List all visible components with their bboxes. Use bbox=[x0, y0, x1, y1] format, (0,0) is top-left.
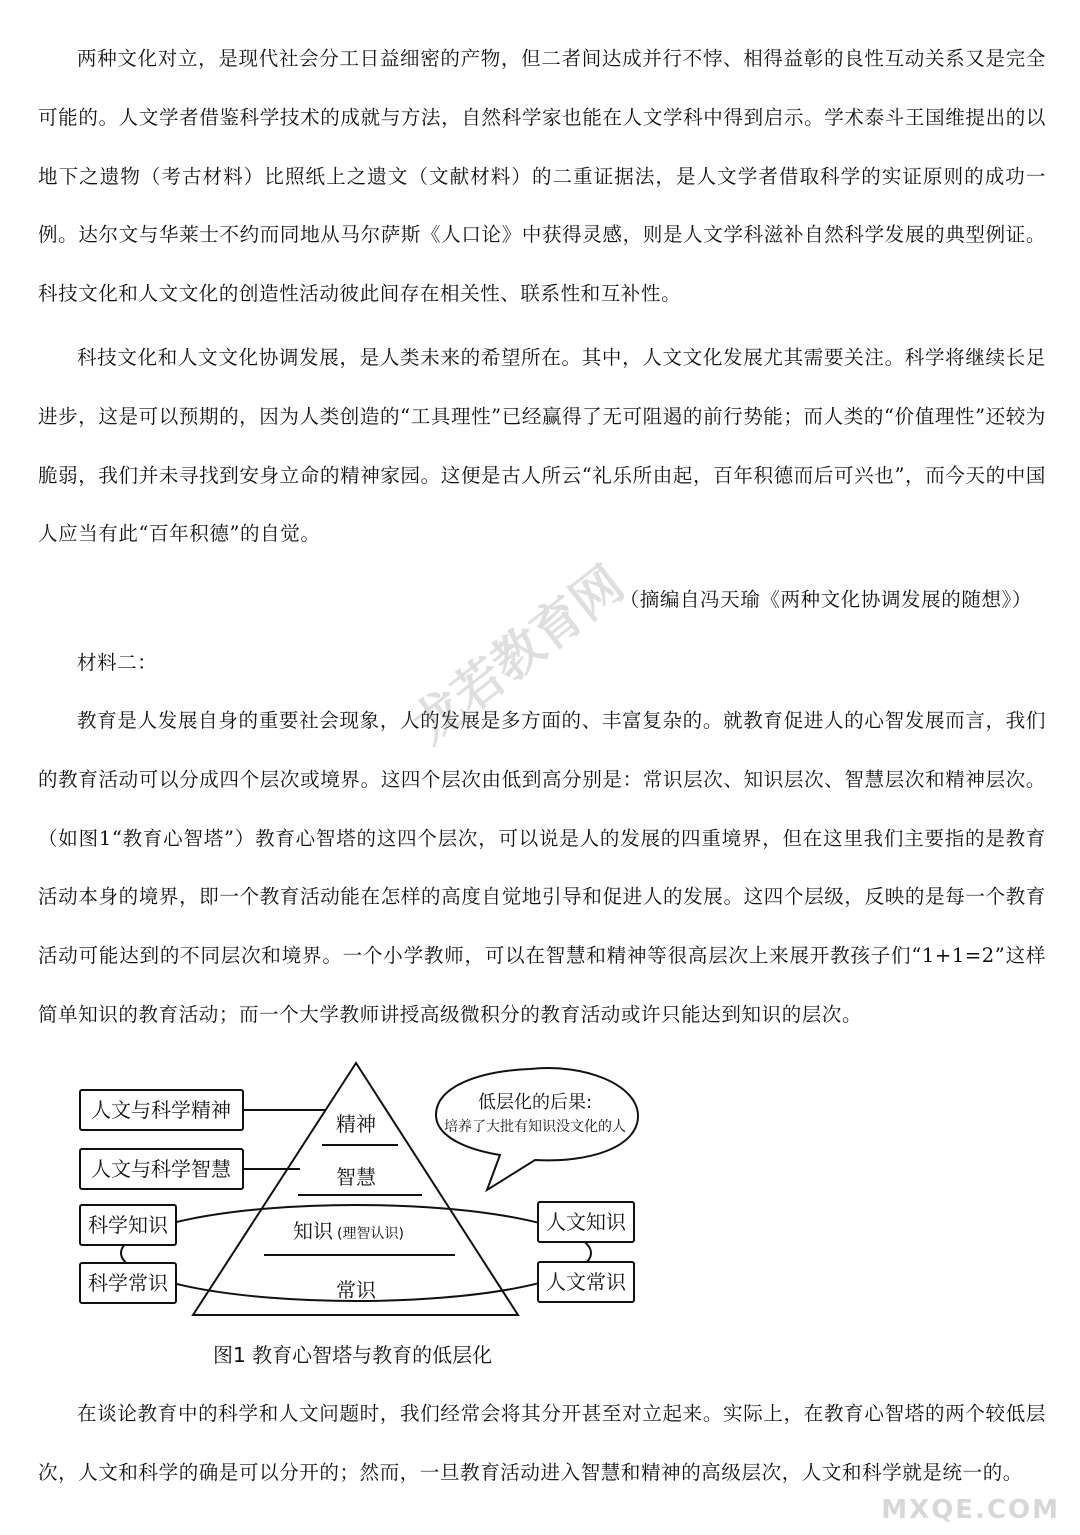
bubble-title: 低层化的后果: bbox=[477, 1092, 593, 1113]
paragraph-2: 科技文化和人文文化协调发展，是人类未来的希望所在。其中，人文文化发展尤其需要关注。科学将继续长足进步，这是可以预期的，因为人类创造的“工具理性”已经赢得了无可阻遏的前行势能；而人类的“价值理性”还较为脆弱，我们并未寻找到安身立命的精神家园。这便是古人所云“礼乐所由起，百年积德而后可兴也”，而今天的中国人应当有此“百年积德”的自觉。 bbox=[38, 346, 1046, 546]
watermark-footer: MXQE.COM bbox=[881, 1495, 1060, 1525]
level-wisdom-label: 智慧 bbox=[336, 1165, 376, 1189]
right-box-common-label: 人文常识 bbox=[546, 1270, 626, 1294]
level-common-label: 常识 bbox=[336, 1278, 376, 1302]
paragraph-3: 教育是人发展自身的重要社会现象，人的发展是多方面的、丰富复杂的。就教育促进人的心智发展而言，我们的教育活动可以分成四个层次或境界。这四个层次由低到高分别是：常识层次、知识层次、智慧层次和精神层次。（如图1“教育心智塔”）教育心智塔的这四个层次，可以说是人的发展的四重境界，但在这里我们主要指的是教育活动本身的境界，即一个教育活动能在怎样的高度自觉地引导和促进人的发展。这四个层级，反映的是每一个教育活动可能达到的不同层次和境界。一个小学教师，可以在智慧和精神等很高层次上来展开教孩子们“1+1=2”这样简单知识的教育活动；而一个大学教师讲授高级微积分的教育活动或许只能达到知识的层次。 bbox=[38, 709, 1046, 1026]
material-heading: 材料二： bbox=[77, 651, 158, 674]
left-box-wisdom-label: 人文与科学智慧 bbox=[91, 1157, 231, 1181]
paragraph-4: 在谈论教育中的科学和人文问题时，我们经常会将其分开甚至对立起来。实际上，在教育心智塔的两个较低层次，人文和科学的确是可以分开的；然而，一旦教育活动进入智慧和精神的高级层次，人文和科学就是统一的。 bbox=[38, 1402, 1046, 1484]
source-citation: （摘编自冯天瑜《两种文化协调发展的随想》） bbox=[619, 588, 1032, 611]
education-pyramid-diagram bbox=[0, 1055, 1080, 1340]
level-knowledge-label: 知识 bbox=[293, 1219, 333, 1243]
left-box-knowledge-label: 科学知识 bbox=[88, 1213, 168, 1237]
level-spirit-label: 精神 bbox=[336, 1112, 376, 1136]
left-box-common-label: 科学常识 bbox=[88, 1271, 168, 1295]
bubble-text: 培养了大批有知识没文化的人 bbox=[444, 1119, 626, 1135]
left-box-spirit-label: 人文与科学精神 bbox=[91, 1098, 231, 1122]
right-box-knowledge-label: 人文知识 bbox=[546, 1210, 626, 1234]
watermark-center: 龙若教育网 bbox=[401, 553, 635, 755]
level-knowledge-note: (理智认识) bbox=[337, 1226, 404, 1242]
figure-caption: 图1 教育心智塔与教育的低层化 bbox=[213, 1343, 493, 1367]
paragraph-1: 两种文化对立，是现代社会分工日益细密的产物，但二者间达成并行不悖、相得益彰的良性互动关系又是完全可能的。人文学者借鉴科学技术的成就与方法，自然科学家也能在人文学科中得到启示。学术泰斗王国维提出的以地下之遗物（考古材料）比照纸上之遗文（文献材料）的二重证据法，是人文学者借取科学的实证原则的成功一例。达尔文与华莱士不约而同地从马尔萨斯《人口论》中获得灵感，则是人文学科滋补自然科学发展的典型例证。科技文化和人文文化的创造性活动彼此间存在相关性、联系性和互补性。 bbox=[38, 47, 1046, 306]
